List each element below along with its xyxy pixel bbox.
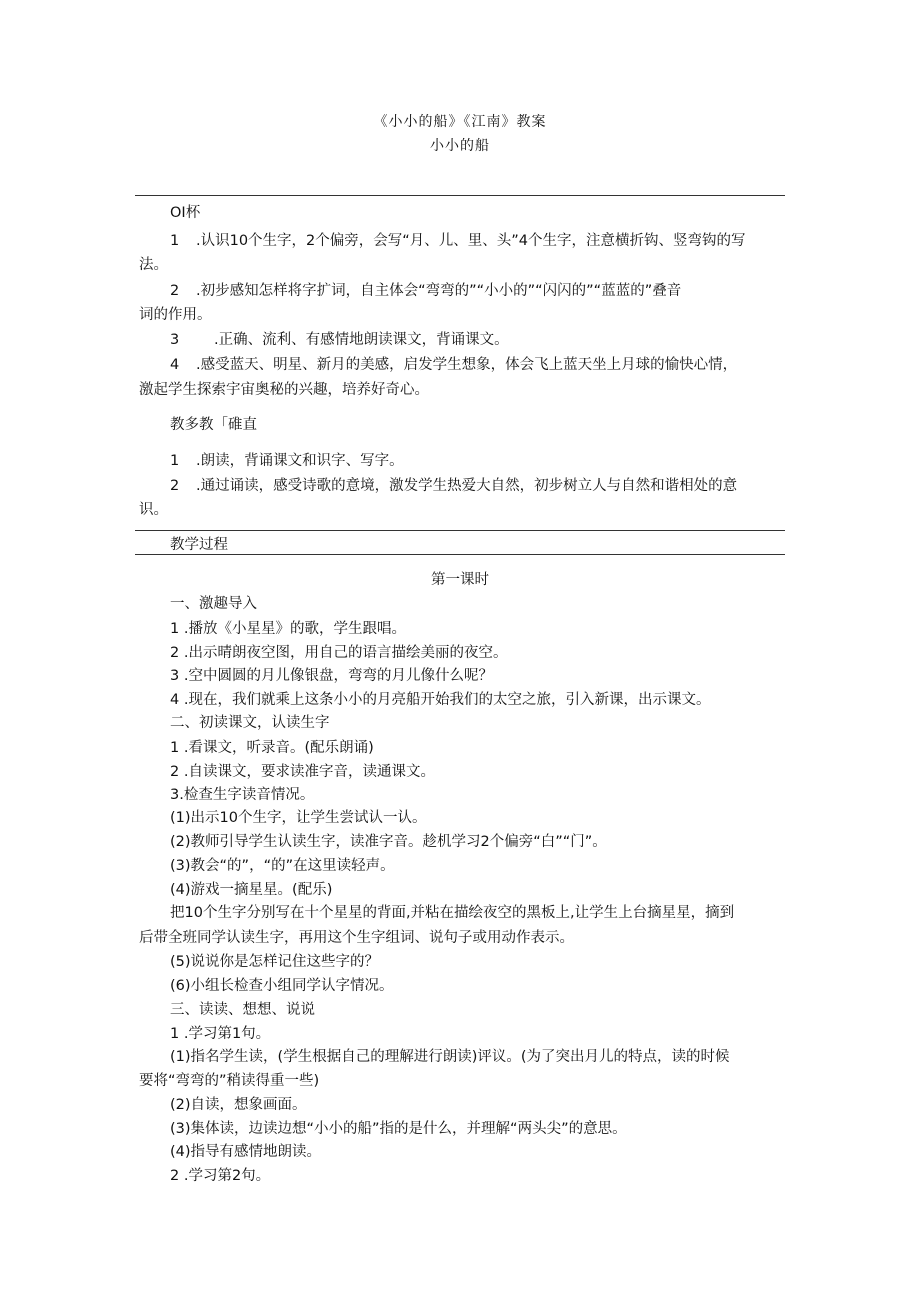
process-line: 二、初读课文，认读生字	[170, 715, 330, 731]
process-heading: 教学过程	[170, 537, 228, 553]
goal-item-4-line2: 激起学生探索宇宙奥秘的兴趣，培养好奇心。	[139, 382, 429, 398]
process-line: 2 .自读课文，要求读准字音，读通课文。	[170, 764, 435, 780]
process-line: 2 .出示晴朗夜空图，用自己的语言描绘美丽的夜空。	[170, 645, 508, 661]
goal-item-1-line1: 1 .认识10个生字，2个偏旁，会写“月、儿、里、头”4个生字，注意横折钩、竖弯钩的写	[170, 233, 746, 249]
divider-middle	[135, 530, 785, 531]
document-subtitle: 小小的船	[430, 138, 490, 154]
goal-item-3: 3 .正确、流利、有感情地朗读课文，背诵课文。	[170, 332, 509, 348]
process-line: (3)教会“的”，“的”在这里读轻声。	[170, 858, 395, 874]
process-line: (1)指名学生读，(学生根据自己的理解进行朗读)评议。(为了突出月儿的特点，读的时候	[170, 1049, 730, 1065]
divider-top	[135, 195, 785, 196]
key-point-2-line2: 识。	[139, 502, 168, 518]
process-line: (2)教师引导学生认读生字，读准字音。趁机学习2个偏旁“白”“门”。	[170, 834, 607, 850]
process-line: 一、激趣导入	[170, 596, 257, 612]
process-line: (3)集体读，边读边想“小小的船”指的是什么，并理解“两头尖”的意思。	[170, 1121, 627, 1137]
process-line: (5)说说你是怎样记住这些字的？	[170, 954, 380, 970]
goal-item-2-line2: 词的作用。	[139, 307, 212, 323]
process-line: 后带全班同学认读生字，再用这个生字组词、说句子或用动作表示。	[139, 930, 574, 946]
process-line: 3 .空中圆圆的月儿像银盘，弯弯的月儿像什么呢？	[170, 668, 493, 684]
process-line: 4 .现在，我们就乘上这条小小的月亮船开始我们的太空之旅，引入新课，出示课文。	[170, 692, 711, 708]
process-line: 把10个生字分别写在十个星星的背面,并粘在描绘夜空的黑板上,让学生上台摘星星，摘到	[170, 905, 735, 921]
key-point-2-line1: 2 .通过诵读，感受诗歌的意境，激发学生热爱大自然，初步树立人与自然和谐相处的意	[170, 478, 738, 494]
divider-bottom	[135, 554, 785, 555]
process-line: (1)出示10个生字，让学生尝试认一认。	[170, 810, 427, 826]
key-points-heading: 教多教「碓直	[170, 417, 257, 433]
process-line: 1 .学习第1句。	[170, 1026, 271, 1042]
process-line: (4)指导有感情地朗读。	[170, 1144, 322, 1160]
process-line: (6)小组长检查小组同学认字情况。	[170, 978, 394, 994]
process-line: 3.检查生字读音情况。	[170, 787, 315, 803]
goal-item-1-line2: 法。	[139, 257, 168, 273]
goal-item-2-line1: 2 .初步感知怎样将字扩词，自主体会“弯弯的”“小小的”“闪闪的”“蓝蓝的”叠音	[170, 283, 682, 299]
process-line: 要将“弯弯的”稍读得重一些)	[139, 1073, 320, 1089]
lesson-title: 第一课时	[431, 572, 489, 588]
key-point-1: 1 .朗读，背诵课文和识字、写字。	[170, 453, 404, 469]
process-line: 2 .学习第2句。	[170, 1168, 271, 1184]
document-title: 《小小的船》《江南》教案	[373, 114, 547, 130]
goal-item-4-line1: 4 .感受蓝天、明星、新月的美感，启发学生想象，体会飞上蓝天坐上月球的愉快心情，	[170, 357, 738, 373]
process-line: (2)自读，想象画面。	[170, 1097, 307, 1113]
process-line: 1 .看课文，听录音。(配乐朗诵)	[170, 740, 374, 756]
process-line: 1 .播放《小星星》的歌，学生跟唱。	[170, 621, 406, 637]
goals-heading: OI杯	[170, 205, 201, 221]
process-line: 三、读读、想想、说说	[170, 1002, 315, 1018]
process-line: (4)游戏一摘星星。(配乐)	[170, 882, 333, 898]
